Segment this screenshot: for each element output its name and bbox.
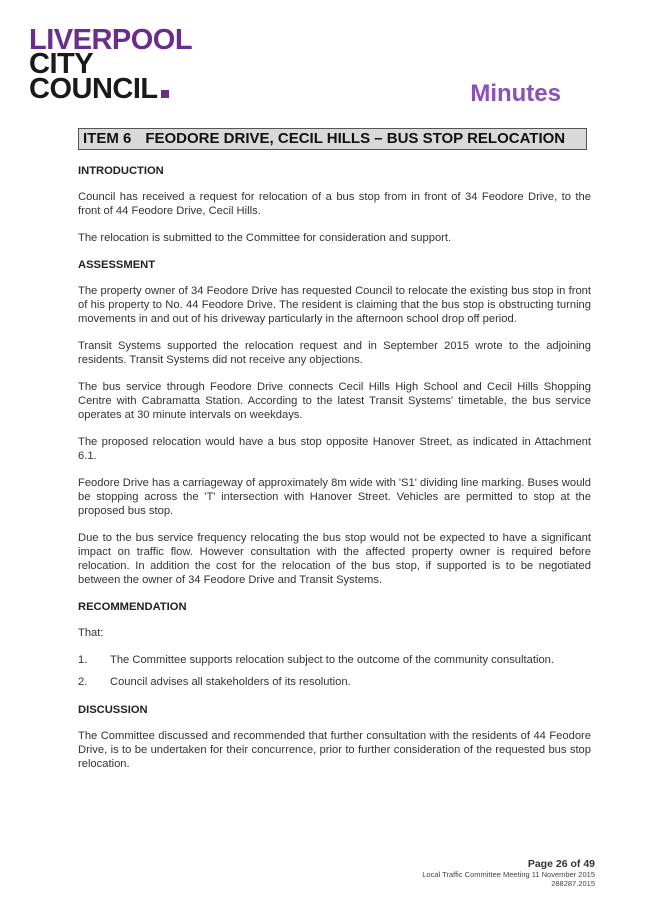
page-prefix: Page (527, 858, 553, 870)
page-current: 26 (555, 858, 568, 870)
section-heading-assessment: ASSESSMENT (78, 259, 156, 271)
section-heading-discussion: DISCUSSION (78, 704, 148, 716)
paragraph: Due to the bus service frequency relocating the bus stop would not be expected to have a significant impact on traffic flow. However consultation with the affected property owner is required before relocation. In addition the cost for the relocation of the bus stop, if supported is to be negotiated between the owner of 34 Feodore Drive and Transit Systems. (78, 532, 591, 586)
list-item-number: 2. (78, 676, 88, 688)
page-of: of (570, 858, 581, 870)
logo-line-3 (29, 72, 192, 105)
paragraph: Feodore Drive has a carriageway of approximately 8m wide with 'S1' dividing line marking. Buses would be stopping across the 'T' intersection with Hanover Street. Vehicles are permitted to stop at the proposed bus stop. (78, 477, 591, 517)
list-item-text: Council advises all stakeholders of its resolution. (110, 676, 351, 688)
document-body (78, 164, 591, 784)
page-number (422, 858, 595, 870)
item-title: FEODORE DRIVE, CECIL HILLS – BUS STOP RELOCATION (145, 130, 566, 147)
paragraph: Transit Systems supported the relocation request and in September 2015 wrote to the adjoining residents. Transit Systems did not receive any objections. (78, 340, 591, 366)
list-item (78, 653, 591, 667)
logo-mark-icon (161, 90, 169, 98)
section-heading-introduction: INTRODUCTION (78, 165, 164, 177)
paragraph: The bus service through Feodore Drive connects Cecil Hills High School and Cecil Hills Shopping Centre with Cabramatta Station. According to the latest Transit Systems' timetable, the bus service operates at 30 minute intervals on weekdays. (78, 381, 591, 421)
list-item (78, 675, 591, 689)
logo-line-2: CITY (29, 48, 94, 81)
item-label: ITEM 6 (83, 130, 132, 147)
paragraph: The proposed relocation would have a bus stop opposite Hanover Street, as indicated in Attachment 6.1. (78, 436, 591, 462)
list-item-number: 1. (78, 654, 88, 666)
section-heading-recommendation: RECOMMENDATION (78, 601, 187, 613)
list-item-text: The Committee supports relocation subject to the outcome of the community consultation. (110, 654, 554, 666)
page-total: 49 (583, 858, 595, 870)
meeting-reference: Local Traffic Committee Meeting 11 November 2015 (422, 870, 595, 879)
recommendation-intro: That: (78, 627, 104, 639)
paragraph: The Committee discussed and recommended that further consultation with the residents of 44 Feodore Drive, is to be undertaken for their concurrence, prior to further consideration of the requested bus stop relocation. (78, 730, 591, 770)
paragraph: The property owner of 34 Feodore Drive has requested Council to relocate the existing bus stop in front of his property to No. 44 Feodore Drive. The resident is claiming that the bus stop is obstructing turning movements in and out of his driveway particularly in the afternoon school drop off period. (78, 285, 591, 325)
page-footer (422, 858, 595, 888)
paragraph: The relocation is submitted to the Committee for consideration and support. (78, 232, 452, 244)
council-logo (29, 24, 193, 105)
paragraph: Council has received a request for relocation of a bus stop from in front of 34 Feodore Drive, to the front of 44 Feodore Drive, Cecil Hills. (78, 191, 591, 217)
recommendation-list (78, 653, 591, 689)
item-title-bar (78, 128, 587, 150)
logo-line-1: LIVERPOOL (29, 24, 193, 56)
logo-line-3-text: COUNCIL (29, 72, 158, 105)
page-title: Minutes (470, 80, 561, 107)
document-reference: 288287.2015 (551, 879, 595, 888)
